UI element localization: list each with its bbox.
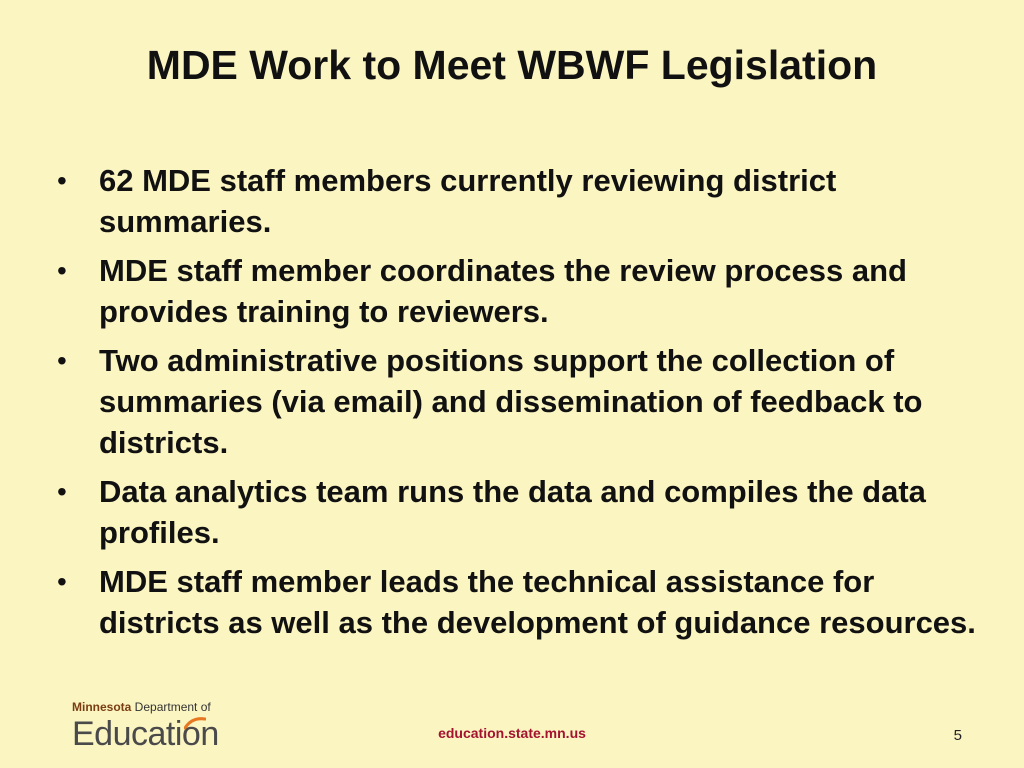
bullet-item: [57, 340, 977, 463]
bullet-icon: •: [57, 345, 67, 376]
slide-title: MDE Work to Meet WBWF Legislation: [146, 42, 878, 88]
logo-dept-text: Department of: [131, 700, 211, 714]
bullet-item: [57, 561, 977, 643]
bullet-icon: •: [57, 255, 67, 286]
bullet-item: [57, 160, 977, 242]
logo-education-text: Education: [72, 715, 219, 753]
bullet-text: MDE staff member leads the technical assistance for districts as well as the development of guidance resources.: [99, 564, 976, 640]
page-number: 5: [953, 727, 962, 744]
bullet-text: Data analytics team runs the data and compiles the data profiles.: [99, 474, 926, 550]
bullet-text: 62 MDE staff members currently reviewing district summaries.: [99, 163, 837, 239]
bullet-icon: •: [57, 566, 67, 597]
bullet-icon: •: [57, 476, 67, 507]
bullet-text: MDE staff member coordinates the review process and provides training to reviewers.: [99, 253, 907, 329]
bullet-list: [57, 160, 977, 651]
logo-state-text: Minnesota: [72, 700, 132, 714]
bullet-item: [57, 250, 977, 332]
bullet-text: Two administrative positions support the collection of summaries (via email) and dissemination of feedback to districts.: [99, 343, 923, 460]
bullet-icon: •: [57, 165, 67, 196]
logo-dept-line: [72, 700, 211, 714]
footer-url: education.state.mn.us: [438, 725, 586, 741]
bullet-item: [57, 471, 977, 553]
